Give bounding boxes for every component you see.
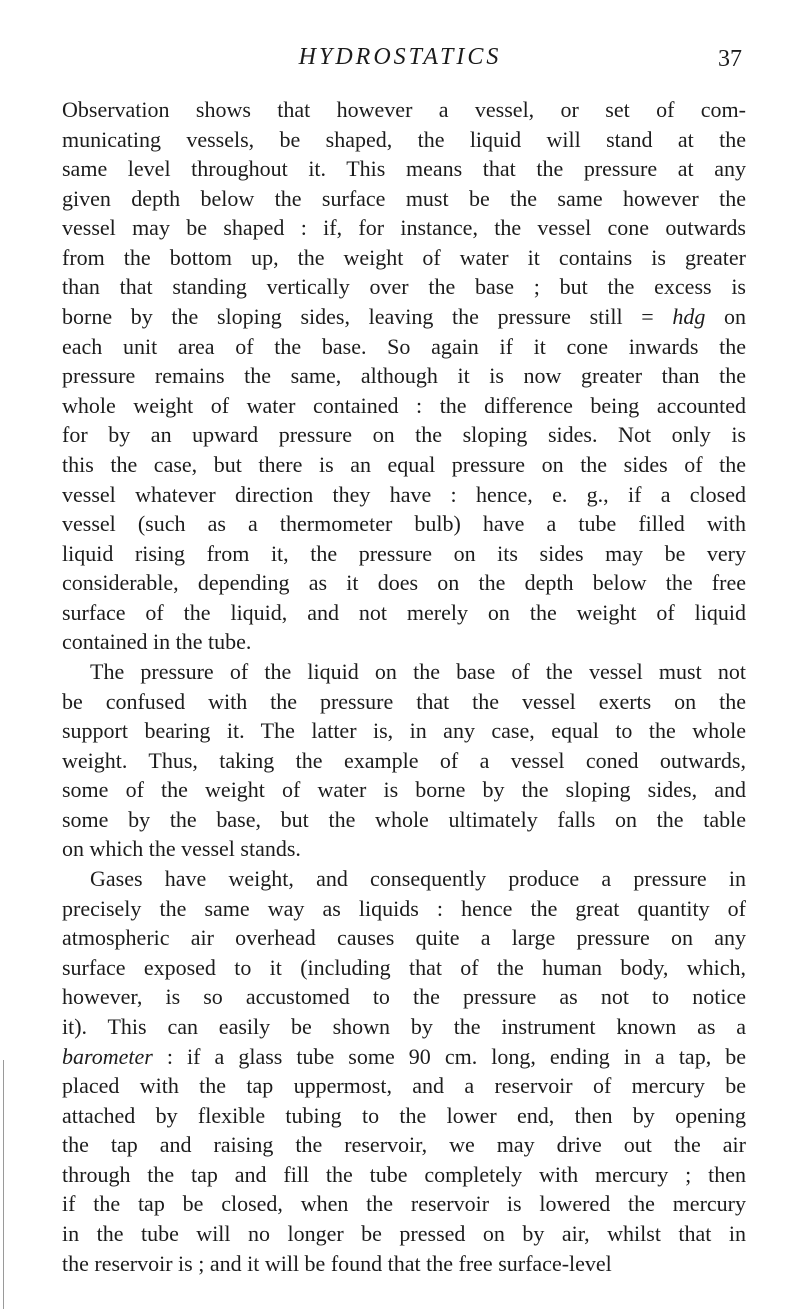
text-line: given depth below the surface must be the same however the [62,185,746,211]
text-line: each unit area of the base. So again if it cone inwards the [62,333,746,359]
text-line: some by the base, but the whole ultimately falls on the table [62,806,746,832]
text-line: weight. Thus, taking the example of a vessel coned outwards, [62,747,746,773]
text-line: in the tube will no longer be pressed on by air, whilst that in [62,1220,746,1246]
text-line: this the case, but there is an equal pressure on the sides of the [62,451,746,477]
text-line: pressure remains the same, although it is now greater than the [62,363,746,389]
running-title: HYDROSTATICS [298,44,502,70]
text-line: placed with the tap uppermost, and a reservoir of mercury be [62,1073,746,1099]
text-line: contained in the tube. [62,629,252,655]
text-line: vessel (such as a thermometer bulb) have a tube filled with [62,511,746,537]
text-line: surface exposed to it (including that of the human body, which, [62,954,746,980]
body-text [62,95,746,1278]
text-line: some of the weight of water is borne by the sloping sides, and [62,777,746,803]
text-line: on which the vessel stands. [62,836,301,862]
text-line: for by an upward pressure on the sloping sides. Not only is [62,422,746,448]
text-line: Observation shows that however a vessel, or set of com- [62,97,746,122]
text-line: it). This can easily be shown by the instrument known as a [62,1013,746,1039]
text-line: be confused with the pressure that the vessel exerts on the [62,688,746,714]
text-line: same level throughout it. This means that the pressure at any [62,156,746,182]
text-line: however, is so accustomed to the pressure as not to notice [62,984,746,1010]
text-line: support bearing it. The latter is, in any case, equal to the whole [62,718,746,744]
text-line: atmospheric air overhead causes quite a large pressure on any [62,925,746,951]
text-line: Gases have weight, and consequently produce a pressure in [90,866,746,892]
page-number: 37 [718,46,742,72]
margin-rule [3,1060,4,1309]
text-line: from the bottom up, the weight of water it contains is greater [62,244,746,270]
text-line: attached by flexible tubing to the lower end, then by opening [62,1102,746,1128]
text-line: surface of the liquid, and not merely on the weight of liquid [62,599,746,625]
text-line: The pressure of the liquid on the base of the vessel must not [90,658,746,684]
text-line: the tap and raising the reservoir, we may drive out the air [62,1132,746,1158]
text-line: considerable, depending as it does on the depth below the free [62,570,746,596]
text-line: barometer : if a glass tube some 90 cm. long, ending in a tap, be [62,1043,746,1069]
text-line: the reservoir is ; and it will be found that the free surface-level [62,1250,612,1276]
text-line: whole weight of water contained : the difference being accounted [62,392,746,418]
text-line: vessel may be shaped : if, for instance, the vessel cone outwards [62,215,746,241]
running-head [0,40,800,76]
text-line: precisely the same way as liquids : hence the great quantity of [62,895,746,921]
text-line: liquid rising from it, the pressure on its sides may be very [62,540,746,566]
text-line: through the tap and fill the tube completely with mercury ; then [62,1161,746,1187]
text-line: municating vessels, be shaped, the liquid will stand at the [62,126,746,152]
text-line: than that standing vertically over the base ; but the excess is [62,274,746,300]
text-line: vessel whatever direction they have : hence, e. g., if a closed [62,481,746,507]
text-line: if the tap be closed, when the reservoir is lowered the mercury [62,1191,746,1217]
text-line: borne by the sloping sides, leaving the pressure still = hdg on [62,304,746,330]
